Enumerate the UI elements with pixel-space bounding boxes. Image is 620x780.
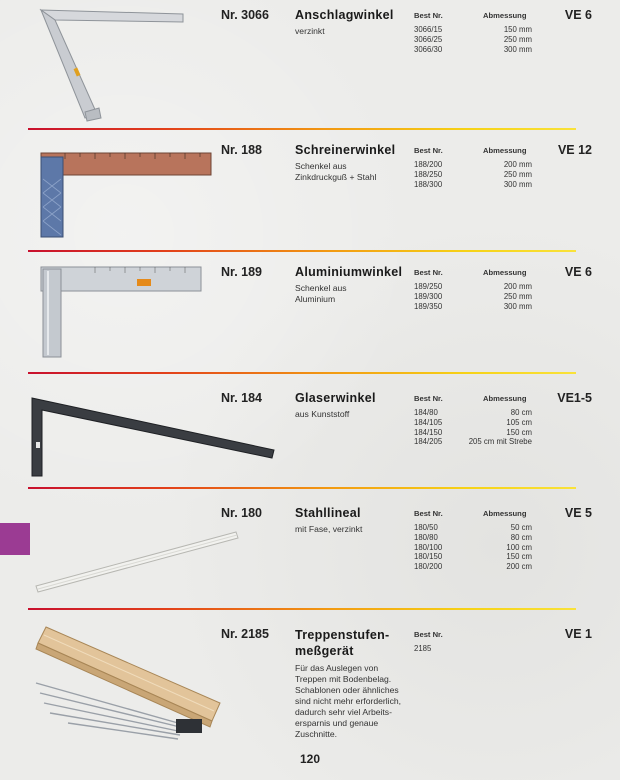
product-anschlagwinkel bbox=[0, 8, 620, 123]
abmessung-header: Abmessung bbox=[483, 11, 527, 20]
ve-label: VE 1 bbox=[564, 627, 592, 641]
size-table bbox=[414, 25, 532, 54]
table-row: 189/350 300 mm bbox=[414, 301, 532, 311]
size-table bbox=[414, 408, 532, 447]
aluminiumwinkel-image bbox=[35, 265, 215, 361]
product-description: Schenkel aus Aluminium bbox=[295, 283, 347, 304]
product-number: Nr. 189 bbox=[221, 265, 263, 279]
table-row: 3066/15 150 mm bbox=[414, 25, 532, 34]
table-row: 3066/25 250 mm bbox=[414, 34, 532, 44]
stahllineal-image bbox=[32, 528, 242, 598]
ve-label: VE 12 bbox=[557, 143, 592, 157]
table-row: 180/150 150 cm bbox=[414, 552, 532, 562]
product-number: Nr. 184 bbox=[221, 391, 263, 405]
glaserwinkel-image bbox=[28, 396, 278, 481]
table-row: 188/300 300 mm bbox=[414, 179, 532, 189]
product-title: Glaserwinkel bbox=[295, 391, 376, 405]
best-nr-header: Best Nr. bbox=[414, 630, 443, 639]
product-schreinerwinkel bbox=[0, 143, 620, 243]
best-nr-header: Best Nr. bbox=[414, 11, 443, 20]
product-title: Treppenstufen- meßgerät bbox=[295, 628, 390, 658]
treppenstufen-messgeraet-image bbox=[28, 623, 223, 743]
table-row: 184/105 105 cm bbox=[414, 417, 532, 427]
product-number: Nr. 3066 bbox=[221, 8, 269, 22]
product-description: verzinkt bbox=[295, 26, 325, 36]
table-row: 189/300 250 mm bbox=[414, 291, 532, 301]
table-row: 180/200 200 cm bbox=[414, 562, 532, 572]
best-nr-header: Best Nr. bbox=[414, 509, 443, 518]
ve-label: VE 6 bbox=[564, 8, 592, 22]
size-table bbox=[414, 160, 532, 189]
section-divider bbox=[28, 608, 576, 610]
ve-label: VE 5 bbox=[564, 506, 592, 520]
product-number: Nr. 188 bbox=[221, 143, 263, 157]
table-row: 184/205 205 cm mit Strebe bbox=[414, 437, 532, 447]
product-title: Stahllineal bbox=[295, 506, 361, 520]
schreinerwinkel-image bbox=[35, 149, 215, 244]
size-table bbox=[414, 282, 532, 311]
ve-label: VE 6 bbox=[564, 265, 592, 279]
table-row: 180/100 100 cm bbox=[414, 542, 532, 552]
table-row: 184/80 80 cm bbox=[414, 408, 532, 417]
ve-label: VE1-5 bbox=[557, 391, 592, 405]
section-divider bbox=[28, 128, 576, 130]
page-number: 120 bbox=[300, 752, 321, 766]
product-aluminiumwinkel bbox=[0, 265, 620, 365]
best-nr-header: Best Nr. bbox=[414, 268, 443, 277]
best-nr-header: Best Nr. bbox=[414, 146, 443, 155]
table-row: 188/250 250 mm bbox=[414, 169, 532, 179]
product-number: Nr. 180 bbox=[221, 506, 263, 520]
abmessung-header: Abmessung bbox=[483, 268, 527, 277]
size-table bbox=[414, 523, 532, 572]
product-glaserwinkel bbox=[0, 391, 620, 481]
table-row: 189/250 200 mm bbox=[414, 282, 532, 291]
section-divider bbox=[28, 372, 576, 374]
product-treppenstufen-messgeraet bbox=[0, 627, 620, 747]
product-title: Schreinerwinkel bbox=[295, 143, 396, 157]
abmessung-header: Abmessung bbox=[483, 394, 527, 403]
product-stahllineal bbox=[0, 506, 620, 601]
table-row: 188/200 200 mm bbox=[414, 160, 532, 169]
abmessung-header: Abmessung bbox=[483, 509, 527, 518]
section-divider bbox=[28, 487, 576, 489]
anschlagwinkel-image bbox=[35, 8, 215, 123]
product-title: Aluminiumwinkel bbox=[295, 265, 403, 279]
product-description: Für das Auslegen von Treppen mit Bodenbelag. Schablonen oder ähnliches sind nicht mehr erforderlich, dadurch sehr viel Arbeits- ersparnis und genaue Zuschnitte. bbox=[295, 663, 402, 739]
product-title: Anschlagwinkel bbox=[295, 8, 394, 22]
abmessung-header: Abmessung bbox=[483, 146, 527, 155]
size-table bbox=[414, 644, 532, 654]
table-row: 180/80 80 cm bbox=[414, 532, 532, 542]
table-row: 3066/30 300 mm bbox=[414, 44, 532, 54]
best-nr-header: Best Nr. bbox=[414, 394, 443, 403]
table-row: 2185 bbox=[414, 644, 432, 653]
section-divider bbox=[28, 250, 576, 252]
table-row: 180/50 50 cm bbox=[414, 523, 532, 532]
product-description: aus Kunststoff bbox=[295, 409, 350, 419]
table-row: 184/150 150 cm bbox=[414, 427, 532, 437]
product-description: mit Fase, verzinkt bbox=[295, 524, 363, 534]
chapter-tab bbox=[0, 523, 30, 555]
product-description: Schenkel aus Zinkdruckguß + Stahl bbox=[295, 161, 377, 182]
product-number: Nr. 2185 bbox=[221, 627, 269, 641]
